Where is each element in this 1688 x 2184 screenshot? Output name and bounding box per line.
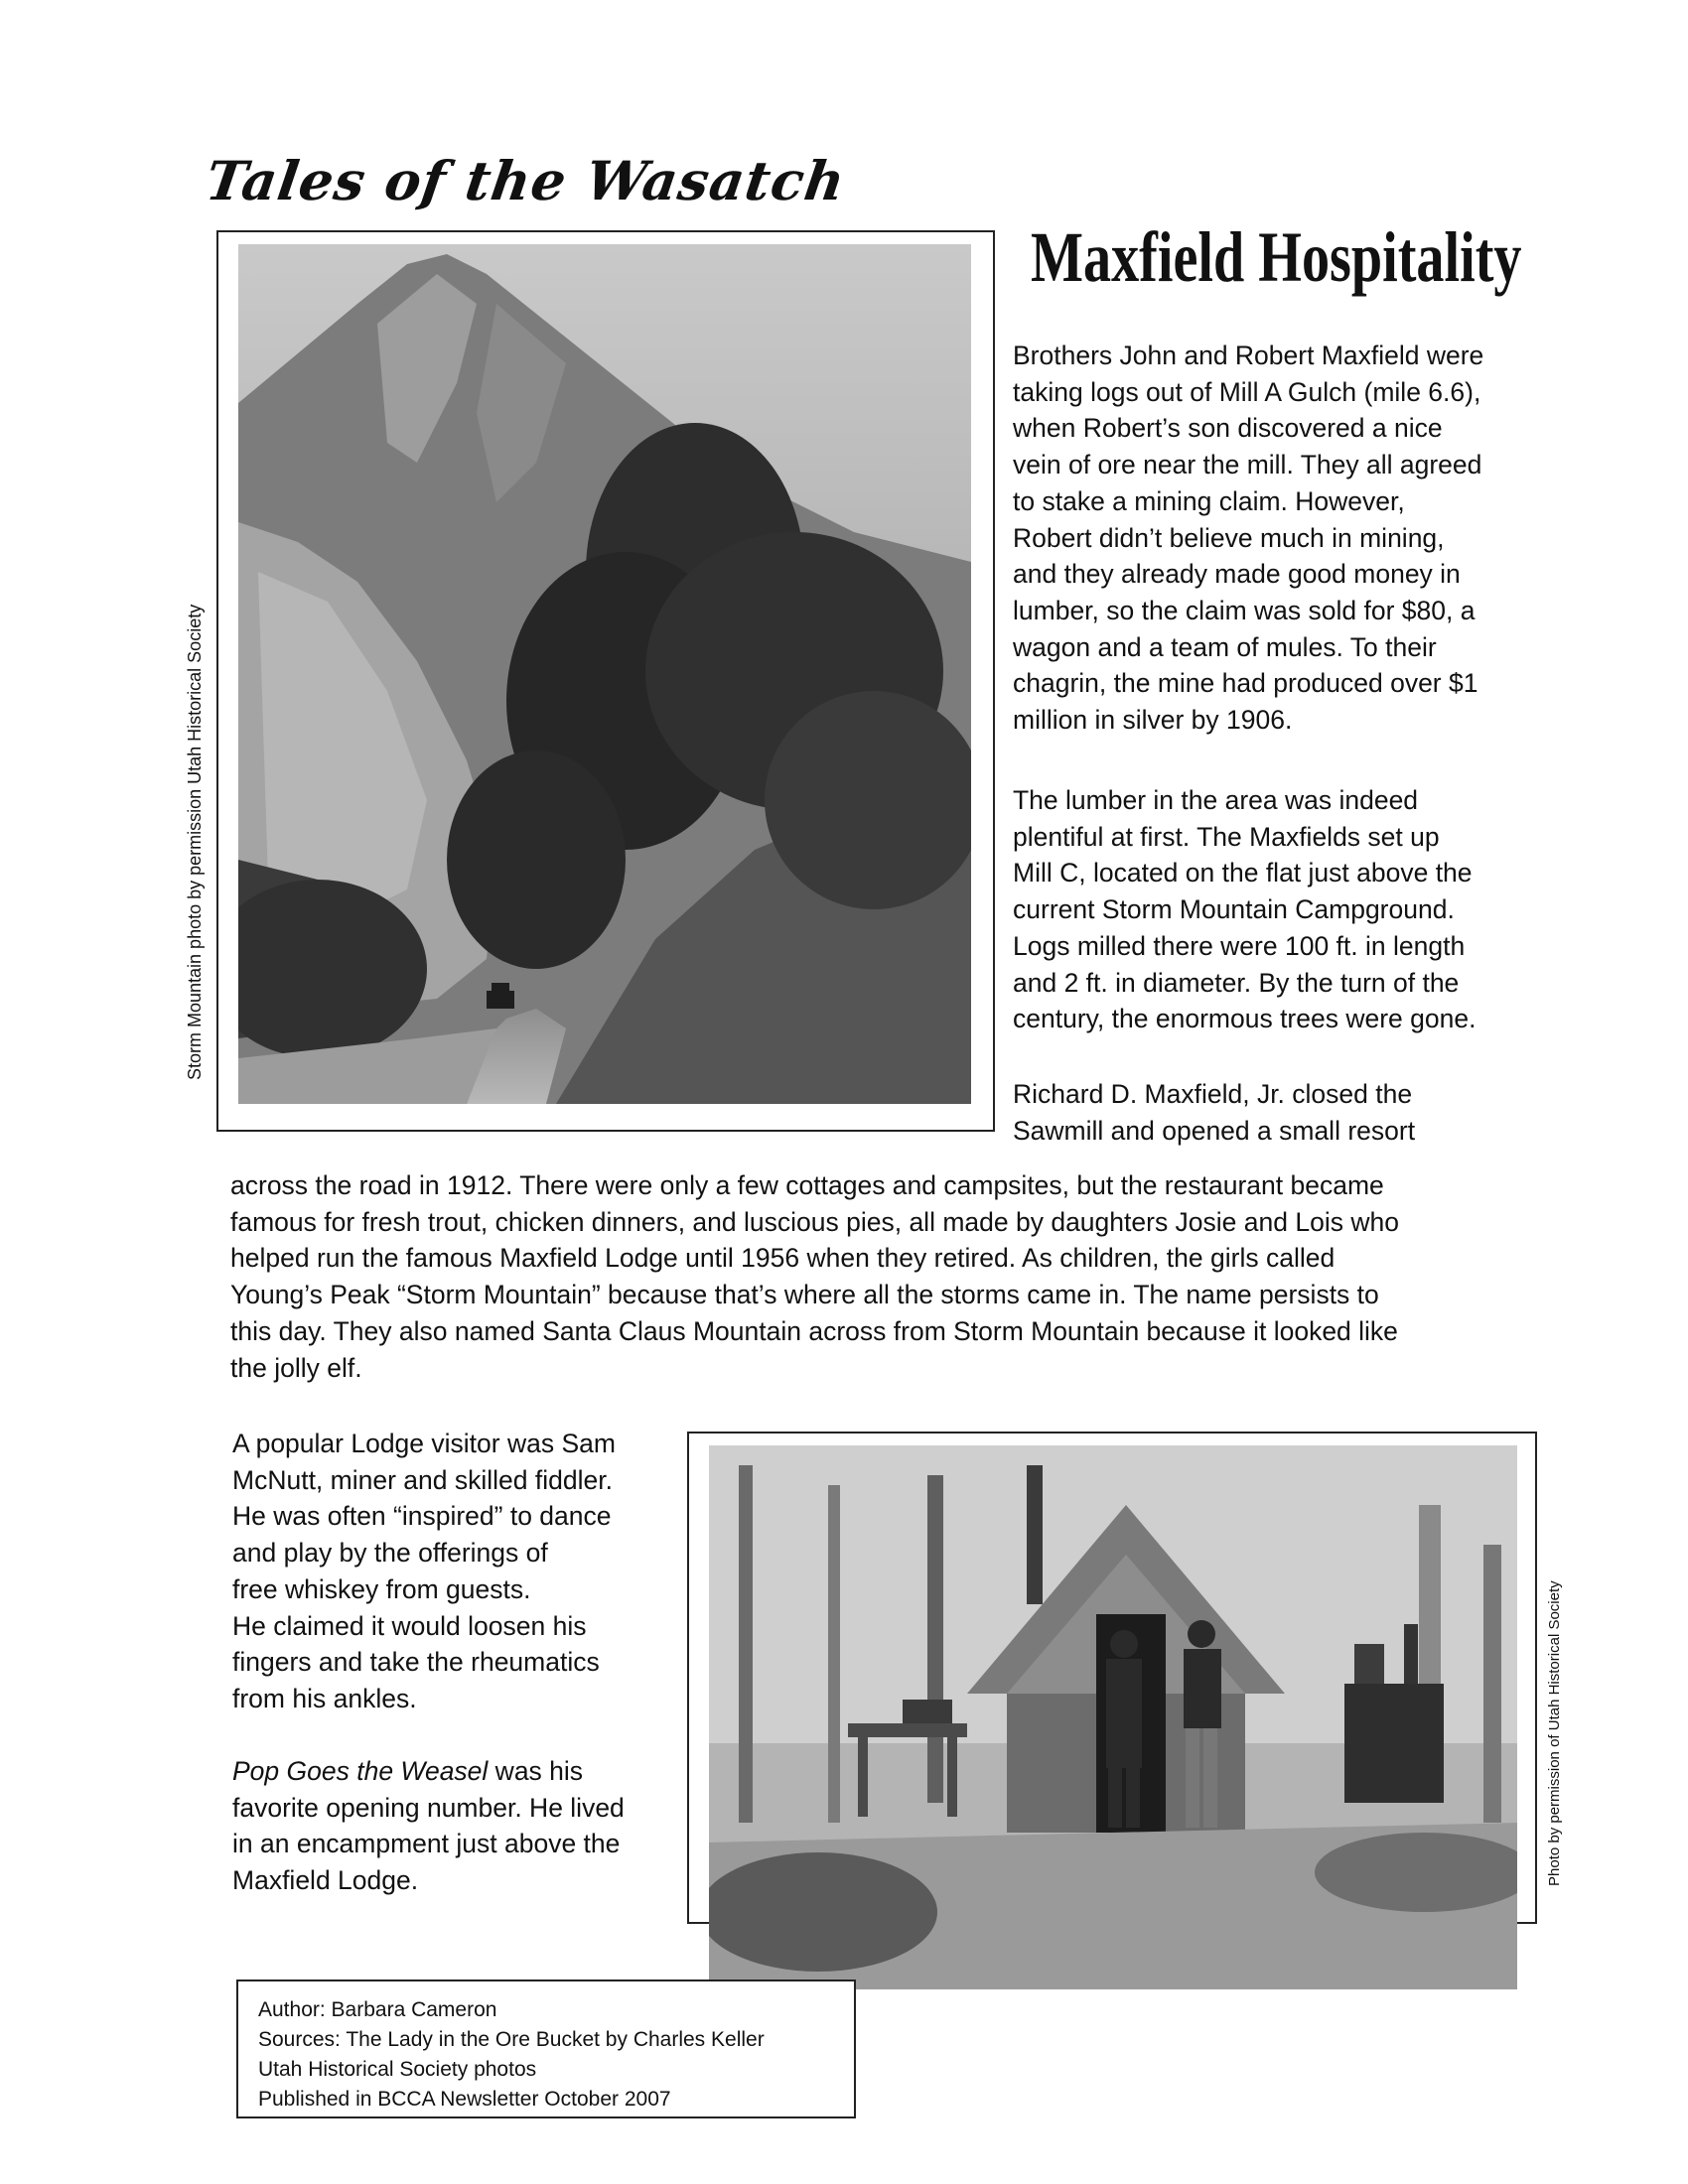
photo1-credit: Storm Mountain photo by permission Utah Historical Society <box>185 604 205 1080</box>
paragraph-4: A popular Lodge visitor was Sam McNutt, miner and skilled fiddler. He was often “inspired” to dance and play by the offerings of free whiskey from guests. He claimed it would loosen his fingers and take the rheumatics from his ankles. <box>232 1429 616 1713</box>
series-title: Tales of the Wasatch <box>202 149 850 212</box>
paragraph-5-text: was his favorite opening number. He lived in an encampment just above the Maxfield Lodge. <box>232 1756 625 1896</box>
paragraph-3-continued: across the road in 1912. There were only a few cottages and campsites, but the restaurant became famous for fresh trout, chicken dinners, and luscious pies, all made by daughters Josie and Lois who helped run the famous Maxfield Lodge until 1956 when they retired. As children, the girls called Young’s Peak “Storm Mountain” because that’s where all the storms came in. The name persists to this day. They also named Santa Claus Mountain across from Storm Mountain because it looked like the jolly elf. <box>230 1170 1399 1383</box>
credits-author: Author: Barbara Cameron <box>258 1998 497 2021</box>
article-title: Maxfield Hospitality <box>1031 217 1522 297</box>
storm-mountain-photo <box>238 244 971 1104</box>
credits-published: Published in BCCA Newsletter October 2007 <box>258 2088 671 2111</box>
paragraph-2: The lumber in the area was indeed plentiful at first. The Maxfields set up Mill C, located on the flat just above the current Storm Mountain Campground. Logs milled there were 100 ft. in length and 2 ft. in diameter. By the turn of the century, the enormous trees were gone. <box>1013 785 1477 1034</box>
song-title: Pop Goes the Weasel <box>232 1756 489 1786</box>
paragraph-1: Brothers John and Robert Maxfield were taking logs out of Mill A Gulch (mile 6.6), when Robert’s son discovered a nice vein of ore near the mill. They all agreed to stake a mining claim. However, Robert didn’t believe much in mining, and they already made good money in lumber, so the claim was sold for $80, a wagon and a team of mules. To their chagrin, the mine had produced over $1 million in silver by 1906. <box>1013 341 1484 736</box>
cabin-photo <box>709 1445 1517 1989</box>
paragraph-5 <box>232 1753 669 1899</box>
credits-box <box>236 1979 856 2118</box>
paragraph-3-start: Richard D. Maxfield, Jr. closed the Sawmill and opened a small resort <box>1013 1079 1416 1146</box>
credits-photos: Utah Historical Society photos <box>258 2058 537 2081</box>
photo2-credit: Photo by permission of Utah Historical Society <box>1546 1580 1563 1886</box>
credits-sources: Sources: The Lady in the Ore Bucket by Charles Keller <box>258 2028 765 2051</box>
